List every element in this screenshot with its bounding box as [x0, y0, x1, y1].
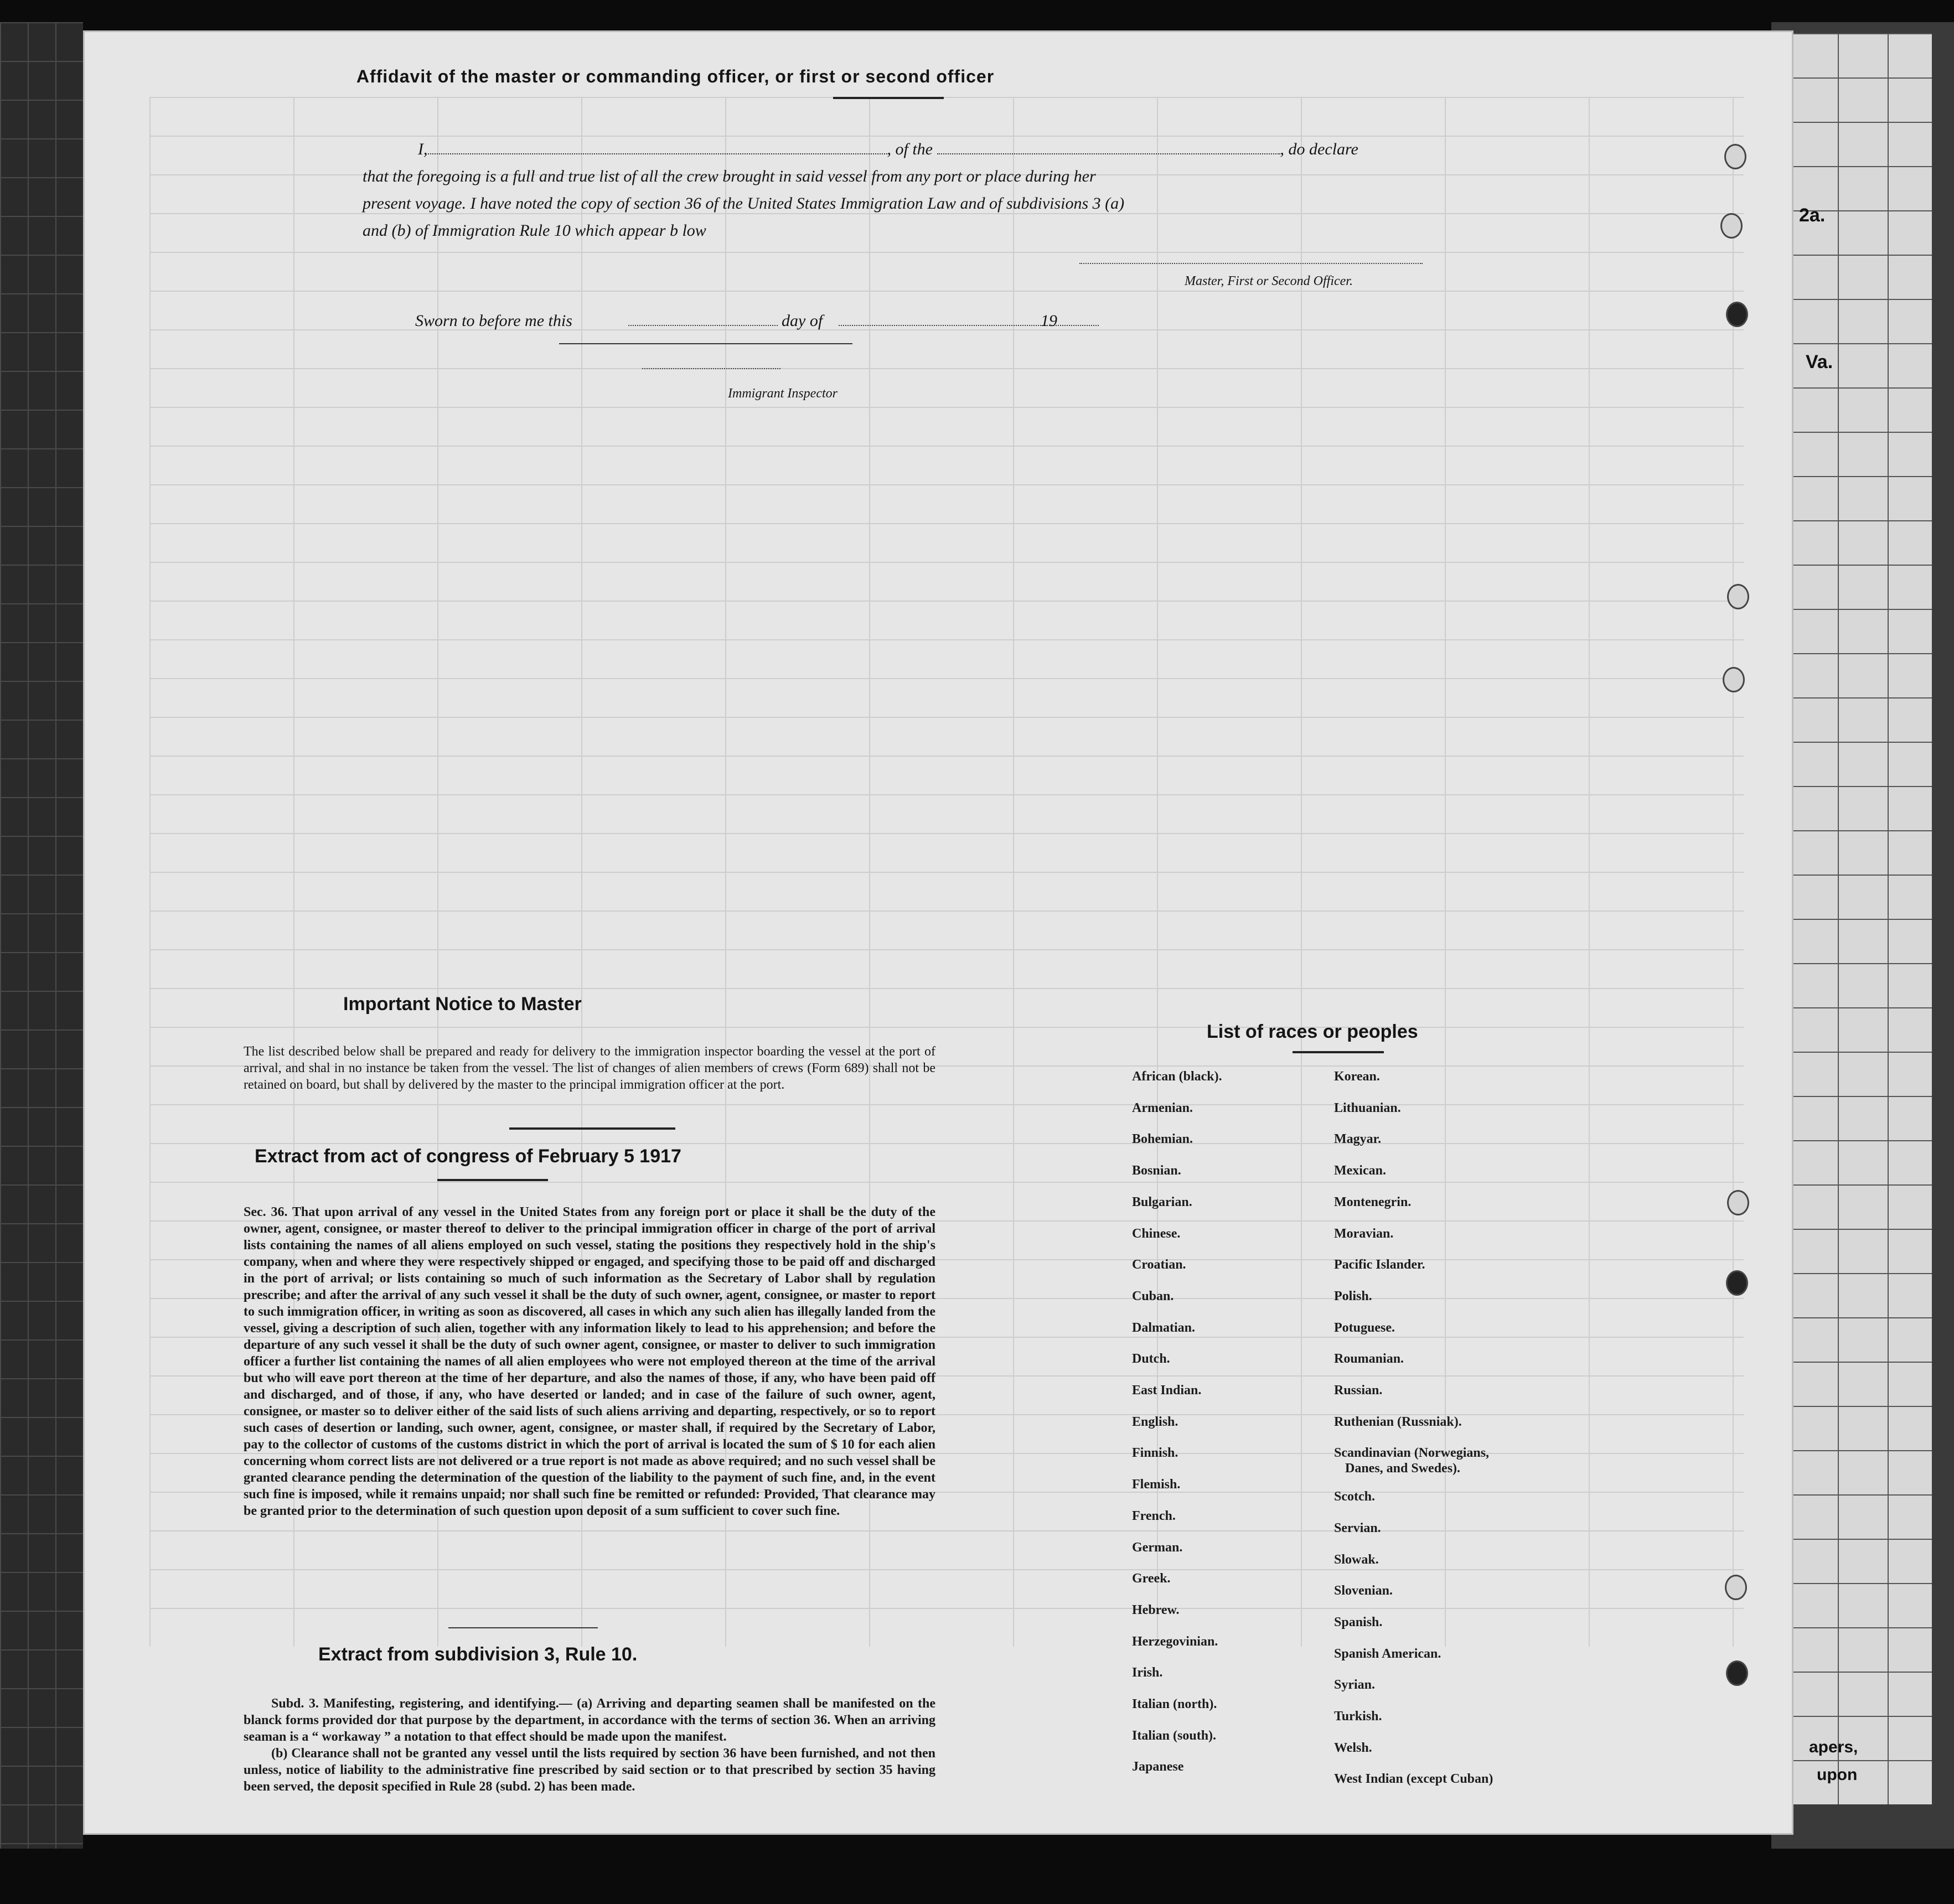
sworn-day-blank [628, 325, 778, 326]
notice-rule [509, 1127, 675, 1130]
race-item: Turkish. [1334, 1709, 1382, 1724]
notice-title: Important Notice to Master [343, 994, 582, 1015]
race-item: Armenian. [1132, 1101, 1193, 1115]
edge-text-top: 2a. [1799, 205, 1826, 226]
affidavit-line-4: and (b) of Immigration Rule 10 which appear b low [363, 221, 706, 240]
punch-hole [1724, 144, 1746, 169]
race-item: Bohemian. [1132, 1132, 1193, 1146]
race-item: Chinese. [1132, 1227, 1181, 1241]
race-item: French. [1132, 1509, 1176, 1523]
race-item: Korean. [1334, 1069, 1380, 1084]
punch-hole [1726, 1660, 1748, 1686]
edge-text-va: Va. [1806, 351, 1833, 372]
title-rule [833, 97, 944, 99]
race-item: Lithuanian. [1334, 1101, 1401, 1115]
affidavit-line-3: present voyage. I have noted the copy of section 36 of the United States Immigration Law and of subdivisions 3 (a) [363, 194, 1125, 213]
affidavit-i: I, [418, 140, 428, 158]
punch-hole [1726, 302, 1748, 327]
race-item: Spanish American. [1334, 1647, 1441, 1661]
extract-act-rule [437, 1179, 548, 1181]
affidavit-body [363, 136, 1398, 244]
races-rule [1293, 1051, 1384, 1053]
name-blank [428, 140, 887, 154]
race-item: African (black). [1132, 1069, 1222, 1084]
race-item: Magyar. [1334, 1132, 1382, 1146]
extract-act-title: Extract from act of congress of February 5 1917 [255, 1146, 681, 1167]
race-item: Bosnian. [1132, 1163, 1181, 1178]
extract-rule-title: Extract from subdivision 3, Rule 10. [318, 1644, 638, 1665]
race-item: Finnish. [1132, 1446, 1178, 1460]
race-item: Scotch. [1334, 1489, 1375, 1504]
race-item: Slovenian. [1334, 1584, 1393, 1598]
inspector-rule [559, 343, 852, 344]
race-item: West Indian (except Cuban) [1334, 1772, 1493, 1786]
punch-hole [1723, 667, 1745, 692]
race-item: Irish. [1132, 1665, 1163, 1680]
affidavit-of-the: , of the [887, 140, 933, 158]
punch-hole [1726, 1270, 1748, 1296]
race-item: Dutch. [1132, 1352, 1170, 1366]
day-of-label: day of [782, 312, 823, 330]
race-item: Pacific Islander. [1334, 1258, 1425, 1272]
race-item: Polish. [1334, 1289, 1372, 1303]
affidavit-title: Affidavit of the master or commanding officer, or first or second officer [356, 66, 995, 86]
race-item: Moravian. [1334, 1227, 1394, 1241]
sworn-month-blank [839, 325, 1099, 326]
vessel-blank [937, 140, 1280, 154]
extract-rule-body [244, 1695, 935, 1795]
edge-text-bottom-1: apers, [1809, 1738, 1858, 1756]
sworn-label: Sworn to before me this [415, 312, 572, 330]
punch-hole [1727, 1190, 1749, 1215]
race-item: Ruthenian (Russniak). [1334, 1415, 1462, 1429]
race-item: Danes, and Swedes). [1345, 1461, 1461, 1476]
affidavit-do-declare: , do declare [1280, 140, 1358, 158]
race-item: Flemish. [1132, 1477, 1181, 1492]
race-item: Slowak. [1334, 1553, 1379, 1567]
race-item: Bulgarian. [1132, 1195, 1192, 1209]
document-page [83, 30, 1793, 1835]
races-title: List of races or peoples [1207, 1021, 1418, 1042]
race-item: Russian. [1334, 1383, 1383, 1398]
year-label: 19 [1041, 312, 1057, 330]
race-item: Croatian. [1132, 1258, 1186, 1272]
race-item: Montenegrin. [1334, 1195, 1412, 1209]
race-item: Roumanian. [1334, 1352, 1404, 1366]
race-item: Syrian. [1334, 1678, 1376, 1692]
signature-label: Master, First or Second Officer. [1185, 274, 1353, 288]
affidavit-line-2: that the foregoing is a full and true list of all the crew brought in said vessel from any port or place during her [363, 167, 1096, 185]
race-item: Welsh. [1334, 1741, 1372, 1755]
edge-text-bottom-2: upon [1817, 1766, 1858, 1784]
race-item: Italian (south). [1132, 1729, 1217, 1743]
race-item: Hebrew. [1132, 1603, 1180, 1617]
punch-hole [1727, 584, 1749, 609]
inspector-label: Immigrant Inspector [728, 386, 838, 401]
race-item: German. [1132, 1540, 1183, 1555]
race-item: Herzegovinian. [1132, 1634, 1218, 1649]
race-item: Japanese [1132, 1760, 1184, 1774]
race-item: Potuguese. [1334, 1321, 1395, 1335]
punch-hole [1725, 1575, 1747, 1600]
underlying-sheet [1788, 33, 1932, 1804]
left-background-grid [0, 22, 83, 1849]
race-item: East Indian. [1132, 1383, 1202, 1398]
race-item: Dalmatian. [1132, 1321, 1195, 1335]
race-item: Greek. [1132, 1571, 1171, 1586]
section-rule [448, 1627, 598, 1628]
race-item: Scandinavian (Norwegians, [1334, 1446, 1490, 1460]
race-item: Cuban. [1132, 1289, 1174, 1303]
extract-rule-para-a: Subd. 3. Manifesting, registering, and identifying.— (a) Arriving and departing seamen shall be manifested on the blanck forms provided dor that purpose by the department, in accordance with the terms of section 36. When an arriving seaman is a “ workaway ” a notation to that effect should be made upon the manifest. [244, 1696, 935, 1744]
race-item: Spanish. [1334, 1615, 1383, 1629]
extract-act-body: Sec. 36. That upon arrival of any vessel in the United States from any foreign port or place it shall be the duty of the owner, agent, consignee, or master thereof to deliver to the principal immigration officer in charge of the port of arrival lists containing the names of all aliens employed on such vessel, stating the positions they respectively hold in the ship's company, when and where they were respectively shipped or engaged, and specifying those to be paid off and discharged in the port of arrival; or lists containing so much of such information as the Secretary of Labor shall by regulation prescribe; and after the arrival of any such vessel it shall be the duty of such owner, agent, consignee, or master to report to such immigration officer, in writing as soon as discovered, all cases in which any such alien has illegally landed from the vessel, giving a description of such alien, together with any information likely to lead to his apprehension; and before the departure of any such vessel it shall be the duty of such owner agent, consignee, or master to deliver to such immigration officer a further list containing the names of all alien employees who were not employed thereon at the time of the arrival but who will eave port thereon at the time of her departure, and also the names of those, if any, who have been paid off and discharged, and of those, if any, who have deserted or landed; and in case of the failure of such owner, agent, consignee, or master so to deliver either of the said lists of such aliens arriving and departing, respectively, or so to report such cases of desertion or landing, such owner, agent, consignee, or master shall, if required by the Secretary of Labor, pay to the collector of customs of the customs district in which the port of arrival is located the sum of $ 10 for each alien concerning whom correct lists are not delivered or a true report is not made as above required; and no such vessel shall be granted clearance pending the determination of the question of the liability to the payment of such fine, and, in the event such fine is imposed, while it remains unpaid; nor shall such fine be remitted or refunded: Provided, That clearance may be granted prior to the determination of such question upon deposit of a sum sufficient to cover such fine. [244, 1205, 935, 1518]
race-item: Mexican. [1334, 1163, 1386, 1178]
punch-hole [1720, 213, 1743, 239]
race-item: English. [1132, 1415, 1178, 1429]
signature-line [1079, 263, 1423, 264]
race-item: Servian. [1334, 1521, 1381, 1535]
race-item: Italian (north). [1132, 1697, 1217, 1711]
inspector-signature-line [642, 368, 780, 369]
notice-body: The list described below shall be prepared and ready for delivery to the immigration inspector boarding the vessel at the port of arrival, and shal in no instance be taken from the vessel. The list of changes of alien members of crews (Form 689) shall not be retained on board, but shall by delivered by the master to the principal immigration officer at the port. [244, 1044, 935, 1092]
extract-rule-para-b: (b) Clearance shall not be granted any vessel until the lists required by section 36 have been furnished, and not then unless, notice of liability to the administrative fine prescribed by said section or to that prescribed by section 35 having been served, the deposit specified in Rule 28 (subd. 2) has been made. [244, 1746, 935, 1794]
